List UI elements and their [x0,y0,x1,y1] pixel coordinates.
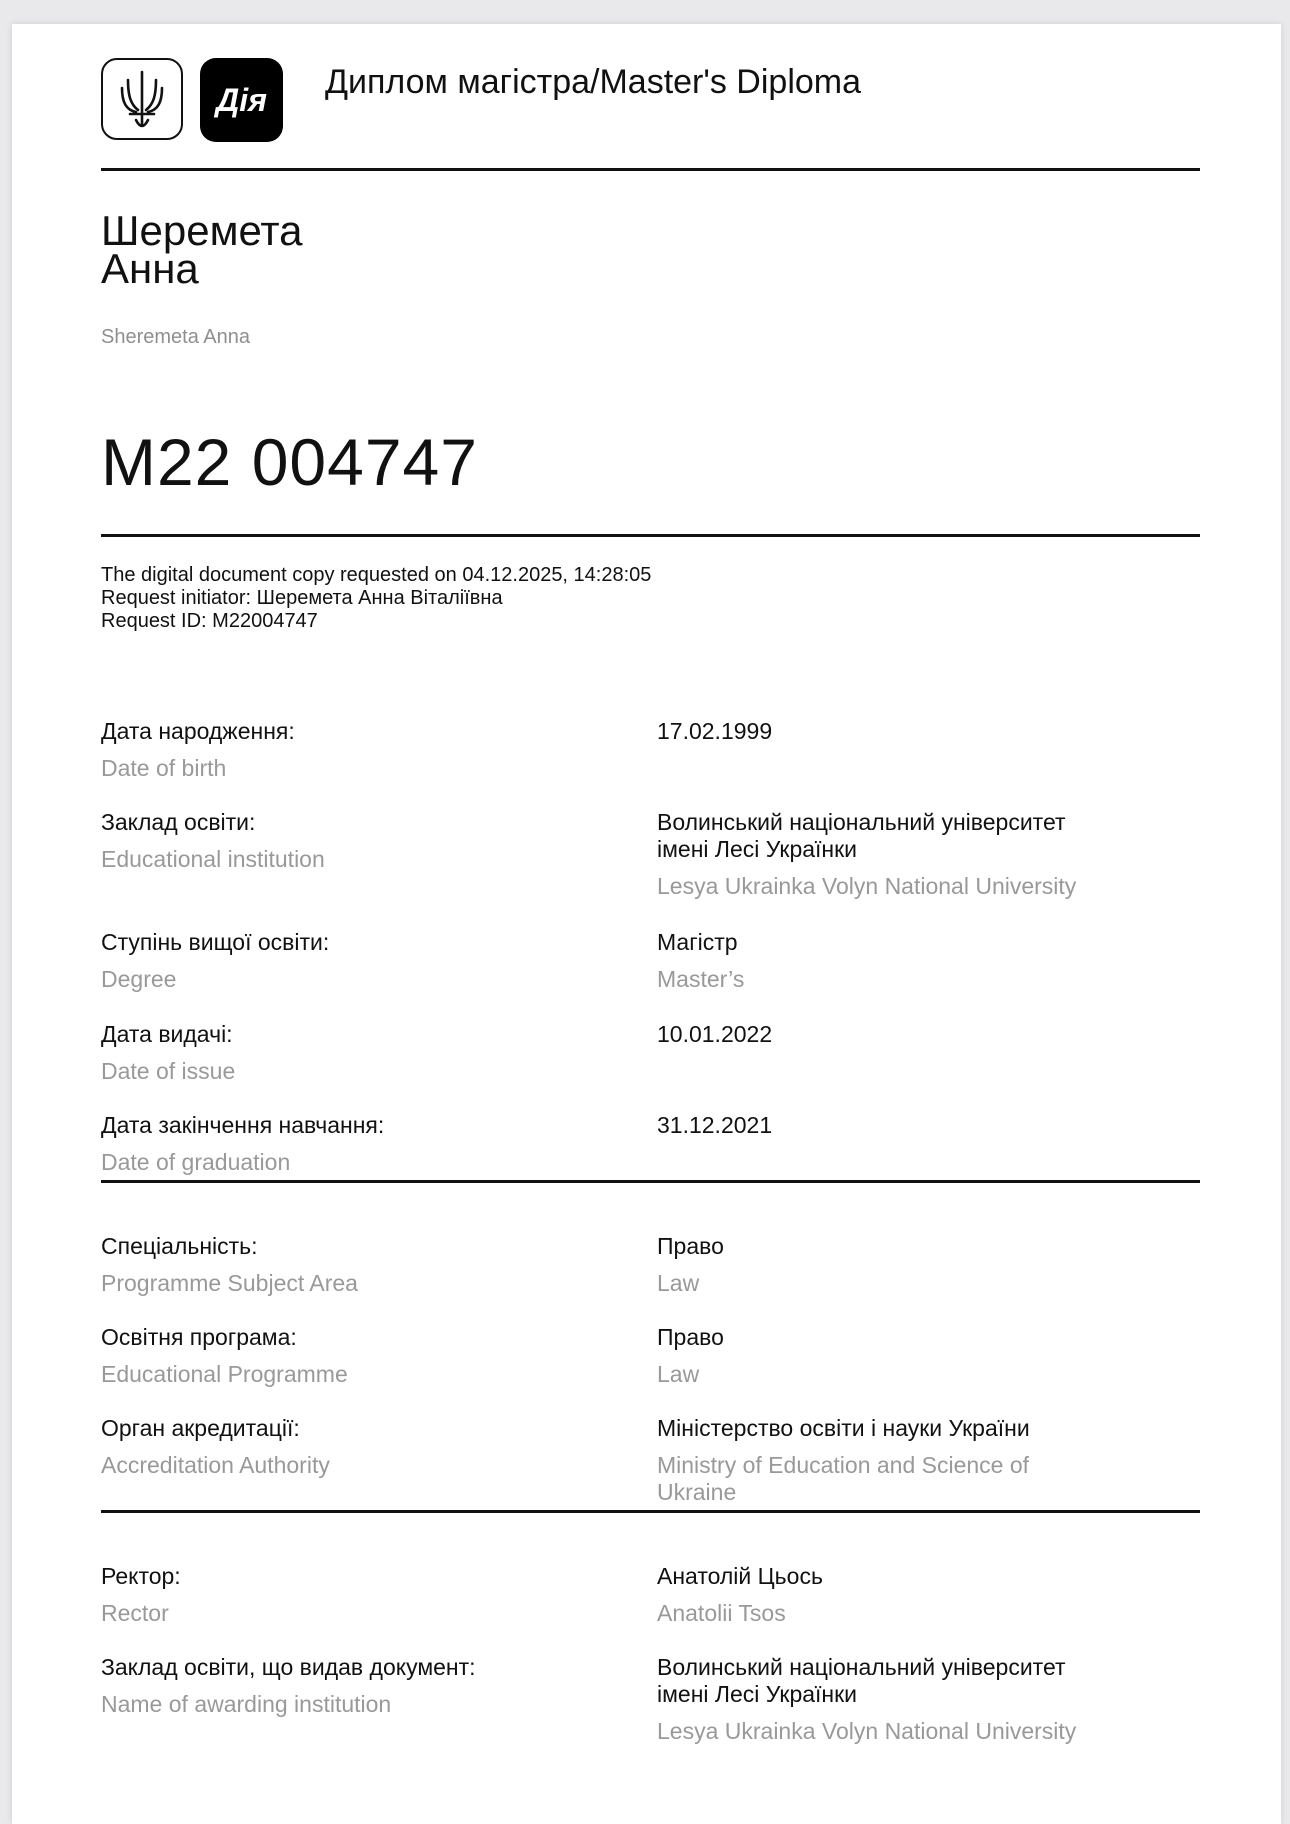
field-value: Право [657,1324,724,1350]
field-label: Заклад освіти, що видав документ: [101,1654,476,1680]
field-label: Освітня програма: [101,1324,297,1350]
request-info [101,564,651,633]
field-label-en: Degree [101,966,177,992]
holder-name-en: Sheremeta Anna [101,326,250,348]
field-label: Ректор: [101,1563,181,1589]
field-value-en: Ministry of Education and Science of [657,1452,1030,1478]
field-value: Міністерство освіти і науки України [657,1415,1030,1441]
field-label-en: Date of issue [101,1058,236,1084]
field-value-en: Anatolii Tsos [657,1600,786,1626]
diia-logo [200,58,283,142]
field-label-en: Educational Programme [101,1361,348,1387]
request-date: The digital document copy requested on 04.12.2025, 14:28:05 [101,564,652,586]
divider [101,534,1200,537]
field-label-en: Date of birth [101,755,227,781]
document-header [101,58,1200,148]
field-label-en: Programme Subject Area [101,1270,358,1296]
field-value: Волинський національний університет [657,809,1066,835]
field-value: 31.12.2021 [657,1112,773,1138]
diia-logo-text: Дія [216,81,267,118]
field-value: Анатолій Цьось [657,1563,823,1589]
field-value-en: Ukraine [657,1479,737,1505]
field-value: Право [657,1233,724,1259]
field-value: Волинський національний університет [657,1654,1066,1680]
document-number: M22 004747 [101,425,478,499]
field-label: Ступінь вищої освіти: [101,929,330,955]
document-sheet [12,24,1281,1824]
tryzub-icon [120,70,164,128]
holder-given-name: Анна [101,245,199,292]
holder-surname: Шеремета [101,207,303,254]
document-title: Диплом магістра/Master's Diploma [325,63,862,101]
request-id: Request ID: M22004747 [101,610,318,632]
field-value-en: Master’s [657,966,745,992]
field-label: Дата закінчення навчання: [101,1112,385,1138]
field-label-en: Educational institution [101,846,325,872]
field-value-en: Law [657,1270,700,1296]
divider [101,1510,1200,1513]
field-value: імені Лесі Українки [657,836,858,862]
holder-name [101,207,303,292]
field-value: Магістр [657,929,738,955]
field-label-en: Date of graduation [101,1149,291,1175]
field-label-en: Name of awarding institution [101,1691,392,1717]
divider [101,168,1200,171]
field-label: Спеціальність: [101,1233,258,1259]
field-label: Заклад освіти: [101,809,256,835]
field-label: Орган акредитації: [101,1415,300,1441]
field-label-en: Accreditation Authority [101,1452,330,1478]
field-value: імені Лесі Українки [657,1681,858,1707]
tryzub-logo [101,58,183,140]
field-value: 17.02.1999 [657,718,773,744]
field-label: Дата видачі: [101,1021,233,1047]
field-label-en: Rector [101,1600,169,1626]
field-value-en: Lesya Ukrainka Volyn National University [657,873,1077,899]
divider [101,1180,1200,1183]
request-initiator: Request initiator: Шеремета Анна Віталіївна [101,587,503,609]
field-label: Дата народження: [101,718,295,744]
field-value: 10.01.2022 [657,1021,773,1047]
field-value-en: Lesya Ukrainka Volyn National University [657,1718,1077,1744]
field-value-en: Law [657,1361,700,1387]
